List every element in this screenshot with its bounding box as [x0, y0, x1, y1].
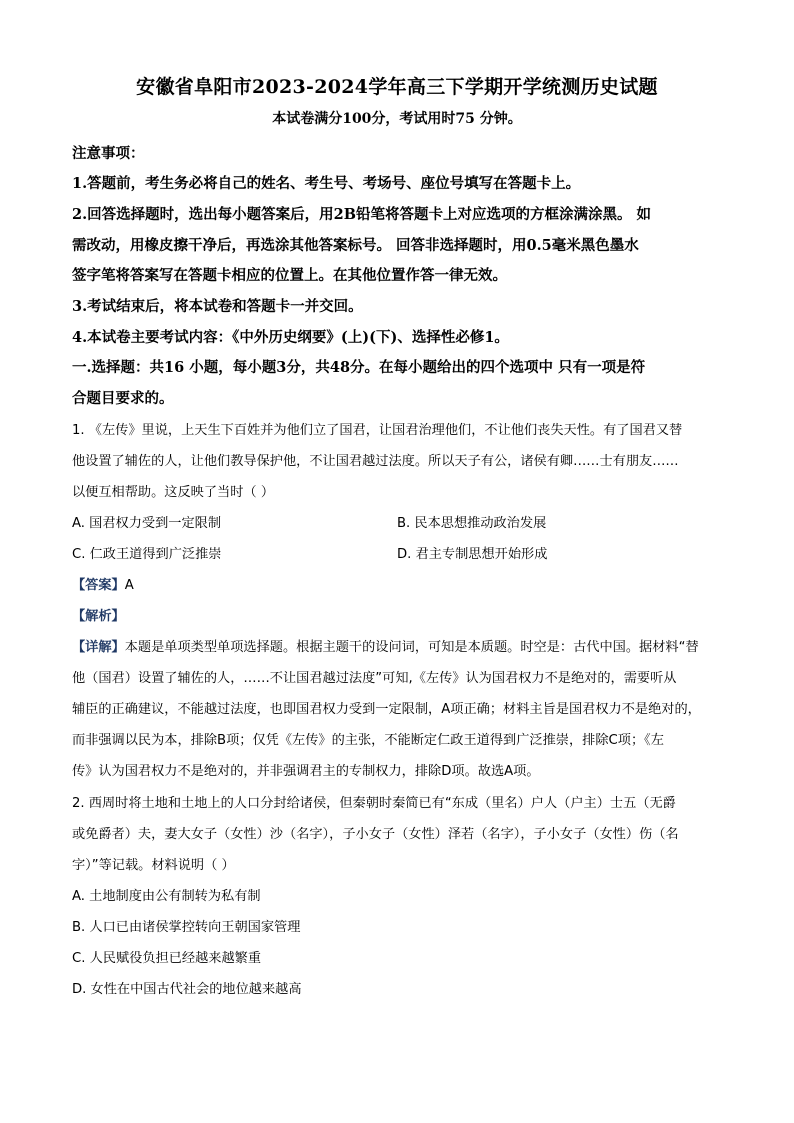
- page-title: 安徽省阜阳市2023-2024学年高三下学期开学统测历史试题: [136, 76, 658, 98]
- detail-label: 【详解】: [72, 640, 125, 655]
- section-heading: 一.选择题：共16 小题，每小题3分，共48分。在每小题给出的四个选项中 只有一项是符: [72, 359, 646, 376]
- option-a: A. 土地制度由公有制转为私有制: [72, 889, 261, 904]
- question-stem: 以便互相帮助。这反映了当时（ ）: [72, 485, 275, 500]
- exam-info: 本试卷满分100分，考试用时75 分钟。: [272, 111, 522, 127]
- analysis-line: [72, 608, 125, 626]
- detail-paragraph-line: 传》认为国君权力不是绝对的，并非强调君主的专制权力，排除D项。故选A项。: [72, 764, 540, 779]
- question-stem: 或免爵者）夫，妻大女子（女性）沙（名字），子小女子（女性）泽若（名字），子小女子（女性）伤（名: [72, 827, 679, 842]
- notice-item: 4.本试卷主要考试内容：《中外历史纲要》(上)(下)、选择性必修1。: [72, 329, 509, 346]
- option-d: D. 女性在中国古代社会的地位越来越高: [72, 982, 302, 997]
- option-a: A. 国君权力受到一定限制: [72, 516, 222, 531]
- notice-item: 2.回答选择题时，选出每小题答案后，用2B铅笔将答题卡上对应选项的方框涂满涂黑。 如: [72, 206, 652, 223]
- detail-paragraph-line: [72, 639, 732, 657]
- option-c: C. 仁政王道得到广泛推崇: [72, 547, 222, 562]
- question-stem: 他设置了辅佐的人，让他们教导保护他，不让国君越过法度。所以天子有公，诸侯有卿……士有朋友……: [72, 454, 679, 469]
- detail-text: 本题是单项类型单项选择题。根据主题干的设问词，可知是本质题。时空是：古代中国。据材料“替: [124, 640, 699, 655]
- question-stem: 2. 西周时将土地和土地上的人口分封给诸侯，但秦朝时秦简已有“东成（里名）户人（户主）士五（无爵: [72, 796, 676, 811]
- option-b: B. 人口已由诸侯掌控转向王朝国家管理: [72, 920, 301, 935]
- answer-value: A: [124, 578, 134, 593]
- detail-paragraph-line: 辅臣的正确建议，不能越过法度，也即国君权力受到一定限制，A项正确；材料主旨是国君权力不是绝对的，: [72, 702, 701, 717]
- answer-label: 【答案】: [72, 578, 125, 593]
- question-stem: 1. 《左传》里说，上天生下百姓并为他们立了国君，让国君治理他们，不让他们丧失天性。有了国君又替: [72, 423, 683, 438]
- detail-paragraph-line: 而非强调以民为本，排除B项；仅凭《左传》的主张，不能断定仁政王道得到广泛推崇，排除C项；《左: [72, 733, 664, 748]
- option-d: D. 君主专制思想开始形成: [397, 547, 548, 562]
- section-heading: 合题目要求的。: [72, 390, 174, 407]
- notice-item: 需改动，用橡皮擦干净后，再选涂其他答案标号。 回答非选择题时，用0.5毫米黑色墨水: [72, 237, 639, 254]
- detail-paragraph-line: 他（国君）设置了辅佐的人，……不让国君越过法度”可知,《左传》认为国君权力不是绝对的，需要听从: [72, 671, 677, 686]
- option-c: C. 人民赋役负担已经越来越繁重: [72, 951, 262, 966]
- notice-item: 3.考试结束后，将本试卷和答题卡一并交回。: [72, 298, 363, 315]
- answer-line: [72, 577, 134, 595]
- notice-heading: 注意事项：: [72, 145, 145, 162]
- question-stem: 字）”等记载。材料说明（ ）: [72, 858, 235, 873]
- notice-item: 1.答题前，考生务必将自己的姓名、考生号、考场号、座位号填写在答题卡上。: [72, 175, 581, 192]
- option-b: B. 民本思想推动政治发展: [397, 516, 547, 531]
- analysis-label: 【解析】: [72, 609, 125, 624]
- notice-item: 签字笔将答案写在答题卡相应的位置上。在其他位置作答一律无效。: [72, 267, 507, 284]
